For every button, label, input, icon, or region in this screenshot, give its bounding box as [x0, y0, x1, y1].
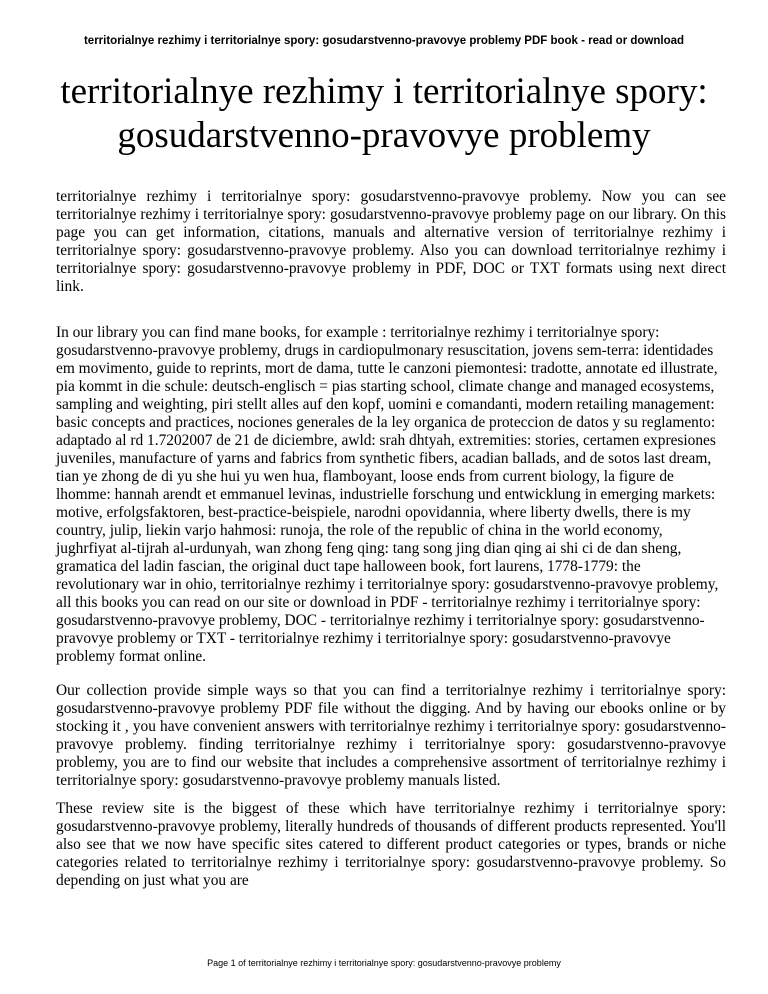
collection-paragraph: Our collection provide simple ways so that you can find a territorialnye rezhimy i territorialnye spory: gosudarstvenno-pravovye problemy PDF file without the digging. And by having our ebooks online or by stocking it , you have convenient answers with territorialnye rezhimy i territorialnye spory: gosudarstvenno-pravovye problemy. finding territorialnye rezhimy i territorialnye spory: gosudarstvenno-pravovye problemy, you are to find our website that includes a comprehensive assortment of territorialnye rezhimy i territorialnye spory: gosudarstvenno-pravovye problemy manuals listed.: [56, 682, 726, 789]
review-site-paragraph: These review site is the biggest of these which have territorialnye rezhimy i territorialnye spory: gosudarstvenno-pravovye problemy, literally hundreds of thousands of different products represented. You'll also see that we now have specific sites catered to different product categories or types, brands or niche categories related to territorialnye rezhimy i territorialnye spory: gosudarstvenno-pravovye problemy. So depending on just what you are: [56, 800, 726, 889]
intro-paragraph: territorialnye rezhimy i territorialnye spory: gosudarstvenno-pravovye problemy. Now you can see territorialnye rezhimy i territorialnye spory: gosudarstvenno-pravovye problemy page on our library. On this page you can get information, citations, manuals and alternative version of territorialnye rezhimy i territorialnye spory: gosudarstvenno-pravovye problemy. Also you can download territorialnye rezhimy i territorialnye spory: gosudarstvenno-pravovye problemy in PDF, DOC or TXT formats using next direct link.: [56, 188, 726, 295]
document-title: territorialnye rezhimy i territorialnye spory: gosudarstvenno-pravovye problemy: [60, 71, 708, 156]
library-books-paragraph: In our library you can find mane books, for example : territorialnye rezhimy i territorialnye spory: gosudarstvenno-pravovye problemy, drugs in cardiopulmonary resuscitation, jovens sem-terra: identidades em movimento, guide to reprints, mort de dama, tutte le canzoni piemontesi: tradotte, annotate ed illustrate, pia kommt in die schule: deutsch-englisch = pias starting school, climate change and managed ecosystems, sampling and weighting, piri stellt alles auf den kopf, uomini e comandanti, modern retailing management: basic concepts and practices, nociones generales de la ley organica de proteccion de datos y su reglamento: adaptado al rd 1.7202007 de 21 de diciembre, awld: srah dhtyah, extremities: stories, certamen expresiones juveniles, manufacture of yarns and fabrics from synthetic fibers, acadian ballads, and de sotos last dream, tian ye zhong de di yu she hui yu wen hua, flamboyant, loose ends from current biology, la figure de lhomme: hannah arendt et emmanuel levinas, industrielle forschung und entwicklung in emerging markets: motive, erfolgsfaktoren, best-practice-beispiele, narodni opovidannia, where liberty dwells, there is my country, julip, liekin varjo hahmosi: runoja, the role of the republic of china in the world economy, jughrfiyat al-tijrah al-urdunyah, wan zhong feng qing: tang song jing dian qing ai shi ci de dan sheng, gramatica del ladin fascian, the original duct tape halloween book, fort laurens, 1778-1779: the revolutionary war in ohio, territorialnye rezhimy i territorialnye spory: gosudarstvenno-pravovye problemy, all this books you can read on our site or download in PDF - territorialnye rezhimy i territorialnye spory: gosudarstvenno-pravovye problemy, DOC - territorialnye rezhimy i territorialnye spory: gosudarstvenno-pravovye problemy or TXT - territorialnye rezhimy i territorialnye spory: gosudarstvenno-pravovye problemy format online.: [56, 324, 719, 665]
running-header: territorialnye rezhimy i territorialnye spory: gosudarstvenno-pravovye problemy PDF book - read or download: [83, 35, 685, 47]
page-footer: Page 1 of territorialnye rezhimy i territorialnye spory: gosudarstvenno-pravovye problemy: [207, 958, 561, 968]
